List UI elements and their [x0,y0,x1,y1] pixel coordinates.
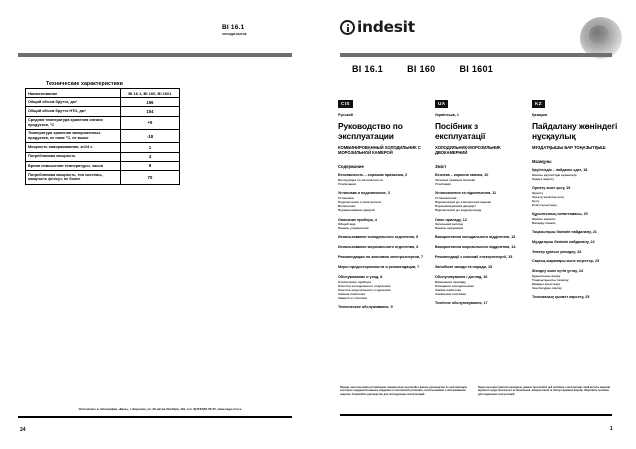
toc-subentry: Кәдеге жарату [532,176,555,181]
toc-entry[interactable]: Описание прибора, 4 [338,217,377,222]
toc-entry[interactable]: Техническое обслуживание, 9 [338,304,393,309]
toc-group [435,265,522,270]
toc-subentry: Утилизация [338,182,357,187]
toc-group [435,235,522,240]
toc-group [338,305,425,310]
toc-subentry: Очищення холодильника [435,283,474,288]
language-name: Русский [338,113,353,117]
table-cell-name: Общий объем брутто, дм³ [26,98,121,107]
toc-entry[interactable]: Обслуживание и уход, 8 [338,274,383,279]
table-cell-name: Средняя температура хранения свежих продуктов, °С [26,116,121,129]
language-column-cis [338,92,425,315]
toc-subentry: Инструкции по безопасности [338,178,383,183]
toc-group [532,269,619,290]
toc-group [532,240,619,245]
toc-entry[interactable]: Запобіжні заходи та поради, 15 [435,264,493,269]
toc-subentry: Панель управления [338,226,369,231]
model-numbers-row [352,64,602,74]
toc-group [338,235,425,240]
toc-group [435,275,522,296]
toc-subentry: Вимкнення приладу [435,279,467,284]
toc-entry[interactable]: Безпека – корисна звичка, 10 [435,173,489,178]
table-header-row [26,89,180,98]
toc-group [338,173,425,186]
legal-note-ru: Прежде чем пользоваться прибором, внимательно прочитайте данное руководство по эксплуатации, в котором содержатся важные сведения по безопасной установке, использованию и обслуживанию изделия. Сохраняйте руководство для последующих консультаций. [340,386,468,396]
toc-entry[interactable]: Қауіпсіздік – пайдалы әдет, 18 [532,167,588,172]
toc-entry[interactable]: Меры предосторожности и рекомендации, 7 [338,264,420,269]
table-cell-name: Потребляемая мощность, тип системы, мощность ф/ч/сут, не более [26,171,121,184]
toc-entry[interactable]: Використання холодильного відділення, 13 [435,235,516,240]
toc-subentry: Жалпы көрінісі [532,216,556,221]
left-page-header-rule [18,53,292,57]
table-row [26,98,180,107]
left-page-model-title: BI 16.1 [222,24,245,31]
product-type-subtitle: ХОЛОДИЛЬНИК-МОРОЗИЛЬНИК ДВОКАМЕРНИЙ [435,144,501,155]
manual-title: Пайдалану жөніндегі нұсқаулық [532,121,618,142]
toc-subentry: Есікті ауыстыру [532,202,557,207]
toc-entry[interactable]: Тоңазытқыш бөлімін пайдалану, 21 [532,230,597,235]
table-row [26,171,180,184]
toc-entry[interactable]: Сақтық шаралары және кеңестер, 23 [532,259,600,264]
toc-subentry: Зең басудан сақтау [532,286,562,291]
table-cell-value: 8 [121,161,180,170]
toc-group [532,295,619,300]
tech-spec-title: Технические характеристики [46,81,123,87]
model-number: BI 1601 [459,64,494,74]
toc-subentry: Підключення до водопроводу [435,208,482,213]
table-row [26,107,180,116]
model-number: BI 16.1 [352,64,384,74]
toc-entry[interactable]: Использование морозильного отделения, 6 [338,245,419,250]
indesit-logo [340,18,415,36]
toc-subentry: Підключення до електричної мережі [435,200,491,205]
toc-entry[interactable]: Опис приладу, 12 [435,217,467,222]
table-cell-value: +5 [121,116,180,129]
table-of-contents [338,173,425,309]
toc-subentry: Отключение прибора [338,279,371,284]
toc-subentry: Шамды ауыстыру [532,282,561,287]
language-badge: KZ [532,100,545,108]
toc-group [338,265,425,270]
toc-group [532,186,619,207]
product-type-subtitle: КОМБИНИРОВАННЫЙ ХОЛОДИЛЬНИК С МОРОЗИЛЬНОЙ КАМЕРОЙ [338,144,421,155]
table-row [26,152,180,161]
toc-subentry: Очистка морозильного отделения [338,287,391,292]
right-page-footer-rule [340,414,612,416]
table-cell-name: Потребляемая мощность [26,152,121,161]
table-of-contents [435,173,522,305]
toc-subentry: Уникнення плісняви [435,291,467,296]
toc-entry[interactable]: Безопасность – хорошая привычка, 2 [338,173,407,178]
toc-entry[interactable]: Рекомендації з економії електроенергії, 15 [435,255,513,260]
language-columns [338,92,620,315]
toc-group [435,218,522,231]
toc-group [435,173,522,186]
toc-entry[interactable]: Мұздатқыш бөлімін пайдалану, 22 [532,239,595,244]
toc-subentry: Жалпы қауіпсіздік ережелері [532,172,577,177]
toc-subentry: Защита от плесени [338,295,368,300]
product-type-subtitle: МҰЗДАТҚЫШЫ БАР ТОҢАЗЫТҚЫШ [532,144,606,150]
toc-entry[interactable]: Использование холодильного отделения, 5 [338,235,419,240]
toc-entry[interactable]: Орнату және қосу, 19 [532,185,571,190]
toc-subentry: Очистка холодильного отделения [338,283,391,288]
table-cell-value: -18 [121,129,180,142]
toc-entry[interactable]: Використання морозильного відділення, 14 [435,245,516,250]
toc-subentry: Тоңазытқышты тазалау [532,278,569,283]
toc-subentry: Қосу [532,198,540,203]
manual-title: Руководство по эксплуатации [338,121,403,142]
toc-entry[interactable]: Электр қуатын үнемдеу, 23 [532,249,582,254]
language-badge: CIS [338,100,353,108]
toc-group [532,168,619,181]
toc-entry[interactable]: Установлення та підключення, 11 [435,191,497,196]
table-cell-value: 1 [121,143,180,152]
table-header-value: BI 16.1, BI 160, BI 1601 [121,89,180,98]
tech-spec-table [25,88,180,185]
left-page-number: 24 [20,427,26,433]
toc-group [435,245,522,250]
right-page-header-rule [340,53,612,57]
language-column-kz [532,92,619,315]
toc-subentry: Загальні правила безпеки [435,178,476,183]
toc-subentry: Замена лампочки [338,291,366,296]
legal-note-ua: Перш ніж користуватися приладом, уважно прочитайте цей посібник з експлуатації, який містить важливі відомості щодо безпечного встановлення, використання та обслуговування виробу. Зберігайте посібник для подальших консультацій. [478,386,610,396]
toc-subentry: Подключение к электросети [338,200,382,205]
language-column-ua [435,92,522,315]
indesit-i-circle-icon [340,20,355,35]
toc-subentry: Құрылғыны өшіру [532,274,561,279]
language-name: Українська, 1 [435,113,459,117]
right-page [318,0,636,449]
toc-subentry: Электр желісіне қосу [532,194,565,199]
toc-entry[interactable]: Рекомендации по экономии электроэнергии, 7 [338,255,424,260]
table-row [26,161,180,170]
language-name: Қазақша [532,113,548,117]
toc-group [532,250,619,255]
left-page-model-subtitle: холодильник [222,32,247,36]
table-cell-name: Мощность замораживания, кг/24 ч [26,143,121,152]
table-cell-name: Общий объем брутто НТО, дм³ [26,107,121,116]
toc-subentry: Общий вид [338,222,356,227]
table-row [26,143,180,152]
toc-subentry: Загальний вигляд [435,222,463,227]
toc-subentry: Установлення [435,196,457,201]
toc-group [532,259,619,264]
toc-group [338,275,425,300]
toc-entry[interactable]: Техникалық қызмет көрсету, 25 [532,295,590,300]
toc-subentry: Заміна лампочки [435,287,462,292]
table-of-contents [532,168,619,300]
toc-entry[interactable]: Жөндеу және күтіп ұстау, 24 [532,269,584,274]
table-row [26,116,180,129]
toc-subentry: Басқару панелі [532,220,556,225]
toc-group [532,212,619,225]
brand-wordmark: indesit [357,18,415,36]
toc-group [435,191,522,212]
contents-label: Мазмұны [532,158,552,164]
table-header-name: Наименование [26,89,121,98]
right-page-number: 1 [610,426,613,432]
toc-group [338,218,425,231]
language-badge: UA [435,100,448,108]
manual-title: Посібник з експлуатації [435,121,486,142]
toc-subentry: Установка [338,196,354,201]
contents-label: Содержание [338,164,364,170]
table-cell-value: 196 [121,98,180,107]
table-cell-value: 70 [121,171,180,184]
left-page-footnote: Отпечатано в типографии «Вега», г. Воронеж, ул. 20-летия Октября, 119, тел. 8(4732)55-55-55, www.vega-vrn.ru [78,407,242,411]
table-row [26,129,180,142]
toc-entry[interactable]: Установка и подключение, 3 [338,191,390,196]
toc-group [338,191,425,212]
toc-group [532,230,619,235]
toc-subentry: Перенавішування дверцят [435,204,476,209]
toc-group [435,301,522,306]
toc-subentry: Включение [338,204,356,209]
toc-group [338,255,425,260]
table-cell-value: 104 [121,107,180,116]
toc-subentry: Утилізація [435,182,451,187]
toc-entry[interactable]: Технічне обслуговування, 17 [435,300,488,305]
toc-subentry: Орнату [532,190,544,195]
toc-entry[interactable]: Обслуговування і догляд, 16 [435,274,488,279]
toc-subentry: Перевешивание дверей [338,208,375,213]
table-cell-name: Время повышения температуры, часов [26,161,121,170]
table-cell-name: Температура хранения замороженных продуктов, не ниже °С, не выше [26,129,121,142]
toc-group [338,245,425,250]
table-cell-value: 4 [121,152,180,161]
model-number: BI 160 [407,64,436,74]
contents-label: Зміст [435,164,447,170]
toc-entry[interactable]: Құрылғының сипаттамасы, 20 [532,212,588,217]
toc-subentry: Панель керування [435,226,464,231]
toc-group [435,255,522,260]
left-page-footer-rule [18,416,292,418]
